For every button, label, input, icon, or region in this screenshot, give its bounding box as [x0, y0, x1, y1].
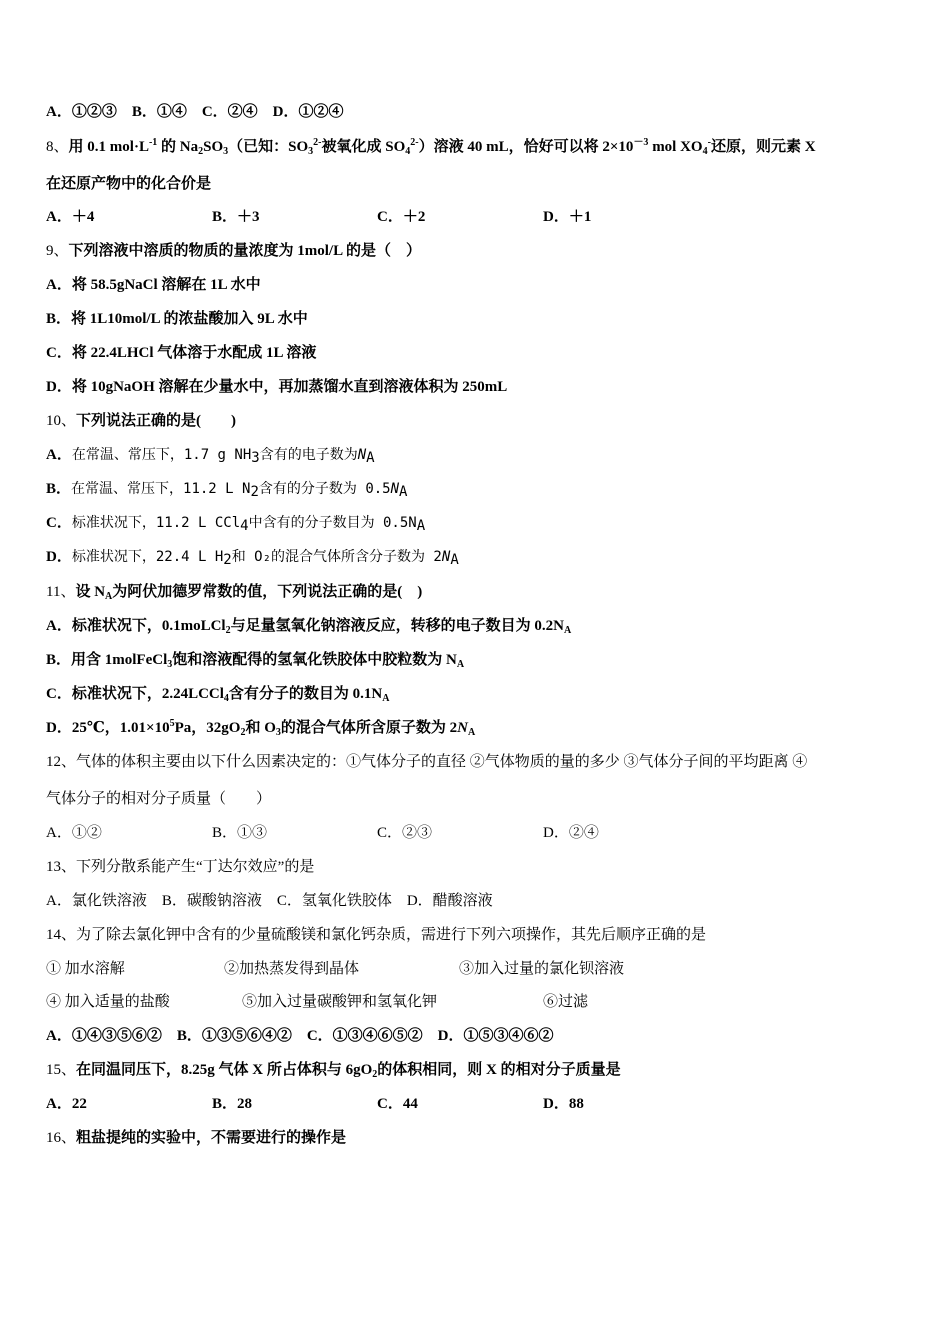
- question-number: 12、: [46, 754, 77, 770]
- question-number: 8、: [46, 139, 69, 155]
- q8-option-c: C．＋2: [377, 209, 426, 225]
- q10-stem: 10、下列说法正确的是( ): [46, 413, 237, 429]
- q9-option-b: B．将 1L10mol/L 的浓盐酸加入 9L 水中: [46, 311, 308, 327]
- q14-step-4: ④ 加入适量的盐酸: [46, 994, 170, 1010]
- q11-option-b: B．用含 1molFeCl$_3$饱和溶液配得的氢氧化铁胶体中胶粒数为 $N_A$: [46, 652, 465, 670]
- q7-options: A．①②③ B．①④ C．②④ D．①②④: [46, 104, 344, 120]
- q16-stem: 16、粗盐提纯的实验中，不需要进行的操作是: [46, 1130, 347, 1146]
- q14-options: A．①④③⑤⑥② B．①③⑤⑥④② C．①③④⑥⑤② D．①⑤③④⑥②: [46, 1028, 554, 1044]
- q12-option-d: D．②④: [543, 825, 599, 841]
- q10-option-a: A．在常温、常压下，1.7 g $NH_3$含有的电子数为$N_A$: [46, 447, 375, 466]
- q12-stem-line2: 气体分子的相对分子质量（ ）: [46, 791, 272, 807]
- q9-option-a: A．将 58.5gNaCl 溶解在 1L 水中: [46, 277, 261, 293]
- q8-option-d: D．＋1: [543, 209, 592, 225]
- q10-option-b: B．在常温、常压下，11.2 L $N_2$含有的分子数为 $0.5N_A$: [46, 481, 408, 500]
- q15-option-d: D．88: [543, 1096, 584, 1112]
- question-number: 16、: [46, 1130, 77, 1146]
- q12-option-b: B．①③: [212, 825, 268, 841]
- q12-option-c: C．②③: [377, 825, 433, 841]
- question-number: 13、: [46, 859, 77, 875]
- q15-option-a: A．22: [46, 1096, 87, 1112]
- q14-step-6: ⑥过滤: [543, 994, 589, 1010]
- question-number: 11、: [46, 584, 76, 600]
- q15-option-b: B．28: [212, 1096, 253, 1112]
- q8-option-a: A．＋4: [46, 209, 95, 225]
- q14-stem: 14、为了除去氯化钾中含有的少量硫酸镁和氯化钙杂质，需进行下列六项操作，其先后顺序正确的是: [46, 927, 707, 943]
- q11-option-a: A．标准状况下，0.1moLCl$_2$与足量氢氧化钠溶液反应，转移的电子数目为 $0.2N_A$: [46, 618, 572, 636]
- q14-step-2: ②加热蒸发得到晶体: [224, 961, 360, 977]
- q15-option-c: C．44: [377, 1096, 418, 1112]
- q12-option-a: A．①②: [46, 825, 102, 841]
- q11-stem: 11、设 $N_A$为阿伏加德罗常数的值，下列说法正确的是( ): [46, 584, 423, 602]
- q9-option-d: D．将 10gNaOH 溶解在少量水中，再加蒸馏水直到溶液体积为 250mL: [46, 379, 508, 395]
- question-number: 10、: [46, 413, 77, 429]
- q10-option-c: C．标准状况下，11.2 L CCl$_4$中含有的分子数目为 $0.5N_A$: [46, 515, 426, 534]
- question-number: 15、: [46, 1062, 77, 1078]
- q14-step-3: ③加入过量的氯化钡溶液: [459, 961, 625, 977]
- q8-stem-line1: 8、用 0.1 $mol\cdot L^{-1}$ 的 $Na_2SO_3$（已知：$SO_3^{2-}$被氧化成 $SO_4^{2-}$）溶液 40 mL，恰好可以将 $2\times 10^{-3}$ mol $XO_4^-$还原，则元素 X: [46, 137, 816, 157]
- q14-step-5: ⑤加入过量碳酸钾和氢氧化钾: [242, 994, 438, 1010]
- q9-option-c: C．将 22.4LHCl 气体溶于水配成 1L 溶液: [46, 345, 317, 361]
- q13-options: A．氯化铁溶液 B．碳酸钠溶液 C．氢氧化铁胶体 D．醋酸溶液: [46, 893, 493, 909]
- q14-step-1: ① 加水溶解: [46, 961, 125, 977]
- q15-stem: 15、在同温同压下，8.25g 气体 X 所占体积与 $6gO_2$的体积相同，则 X 的相对分子质量是: [46, 1062, 621, 1080]
- q11-option-c: C．标准状况下，2.24LCCl$_4$含有分子的数目为 $0.1N_A$: [46, 686, 390, 704]
- q11-option-d: D．25℃，$1.01\times 10^5Pa$，$32gO_2$和 $O_3$的混合气体所含原子数为 $2N_A$: [46, 718, 476, 738]
- q13-stem: 13、下列分散系能产生“丁达尔效应”的是: [46, 859, 315, 875]
- q8-option-b: B．＋3: [212, 209, 260, 225]
- q12-stem-line1: 12、气体的体积主要由以下什么因素决定的：①气体分子的直径 ②气体物质的量的多少 ③气体分子间的平均距离 ④: [46, 754, 808, 770]
- q9-stem: 9、下列溶液中溶质的物质的量浓度为 1mol/L 的是（ ）: [46, 243, 422, 259]
- q8-stem-line2: 在还原产物中的化合价是: [46, 176, 212, 192]
- question-number: 14、: [46, 927, 77, 943]
- q10-option-d: D．标准状况下，22.4 L $H_2$和 O₂的混合气体所含分子数为 $2N_A$: [46, 549, 459, 568]
- question-number: 9、: [46, 243, 69, 259]
